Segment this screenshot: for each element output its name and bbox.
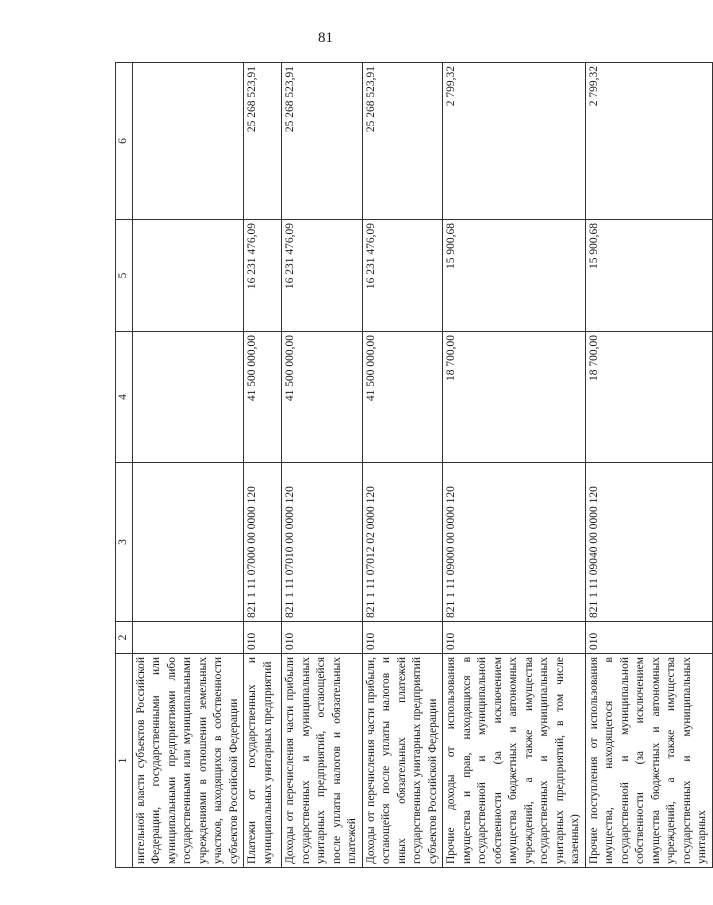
row-kbk: 821 1 11 07012 02 0000 120 [362, 463, 443, 622]
row-name: Прочие поступления от использования имущества, находящегося в государственной и муниципальной собственности (за исключением имущества бюджетных и автономных учреждений, а также имущества государственных и муниципальных унитарных [585, 654, 712, 868]
table-row [244, 63, 282, 868]
row-value-5: 16 231 476,09 [362, 220, 443, 332]
row-kbk: 821 1 11 07000 00 0000 120 [244, 463, 282, 622]
row-value-6: 2 799,32 [443, 63, 586, 220]
table-header-row [116, 63, 133, 868]
row-value-4: 41 500 000,00 [244, 332, 282, 463]
rotated-table-container [115, 63, 708, 868]
row-value-6: 25 268 523,91 [244, 63, 282, 220]
row-value-6: 2 799,32 [585, 63, 712, 220]
row-kbk: 821 1 11 09000 00 0000 120 [443, 463, 586, 622]
row-name: Доходы от перечисления части прибыли государственных и муниципальных унитарных предприятий, остающейся после уплаты налогов и обязательных платежей [282, 654, 363, 868]
header-col-1: 1 [116, 654, 133, 868]
row-name: нительной власти субъектов Российской Федерации, государственными или муниципальными предприятиями либо государственными или муниципальными учреждениями в отношении земельных участков, находящихся в собственности субъектов Российской Федерации [132, 654, 244, 868]
table-row [585, 63, 712, 868]
table-row [282, 63, 363, 868]
row-kbk: 821 1 11 09040 00 0000 120 [585, 463, 712, 622]
row-value-4: 18 700,00 [585, 332, 712, 463]
header-col-6: 6 [116, 63, 133, 220]
row-name: Платежи от государственных и муниципальных унитарных предприятий [244, 654, 282, 868]
row-value-4: 41 500 000,00 [282, 332, 363, 463]
row-value-4: 18 700,00 [443, 332, 586, 463]
row-value-6 [132, 63, 244, 220]
row-value-5: 15 900,68 [443, 220, 586, 332]
row-value-5: 15 900,68 [585, 220, 712, 332]
row-code: 010 [282, 622, 363, 654]
row-value-6: 25 268 523,91 [362, 63, 443, 220]
row-code: 010 [443, 622, 586, 654]
row-value-4 [132, 332, 244, 463]
budget-income-table [115, 62, 713, 868]
row-code: 010 [585, 622, 712, 654]
header-col-4: 4 [116, 332, 133, 463]
page-number: 81 [318, 30, 333, 46]
table-row [443, 63, 586, 868]
header-col-3: 3 [116, 463, 133, 622]
row-code [132, 622, 244, 654]
row-kbk: 821 1 11 07010 00 0000 120 [282, 463, 363, 622]
row-code: 010 [244, 622, 282, 654]
row-value-6: 25 268 523,91 [282, 63, 363, 220]
row-kbk [132, 463, 244, 622]
table-row [132, 63, 244, 868]
header-col-2: 2 [116, 622, 133, 654]
row-value-5: 16 231 476,09 [244, 220, 282, 332]
row-value-4: 41 500 000,00 [362, 332, 443, 463]
row-value-5 [132, 220, 244, 332]
row-code: 010 [362, 622, 443, 654]
table-row [362, 63, 443, 868]
row-name: Прочие доходы от использования имущества и прав, находящихся в государственной и муниципальной собственности (за исключением имущества бюджетных и автономных учреждений, а также имущества государственных и муниципальных унитарных предприятий, в том числе казенных) [443, 654, 586, 868]
row-value-5: 16 231 476,09 [282, 220, 363, 332]
header-col-5: 5 [116, 220, 133, 332]
row-name: Доходы от перечисления части прибыли, остающейся после уплаты налогов и иных обязательных платежей государственных унитарных предприятий субъектов Российской Федерации [362, 654, 443, 868]
